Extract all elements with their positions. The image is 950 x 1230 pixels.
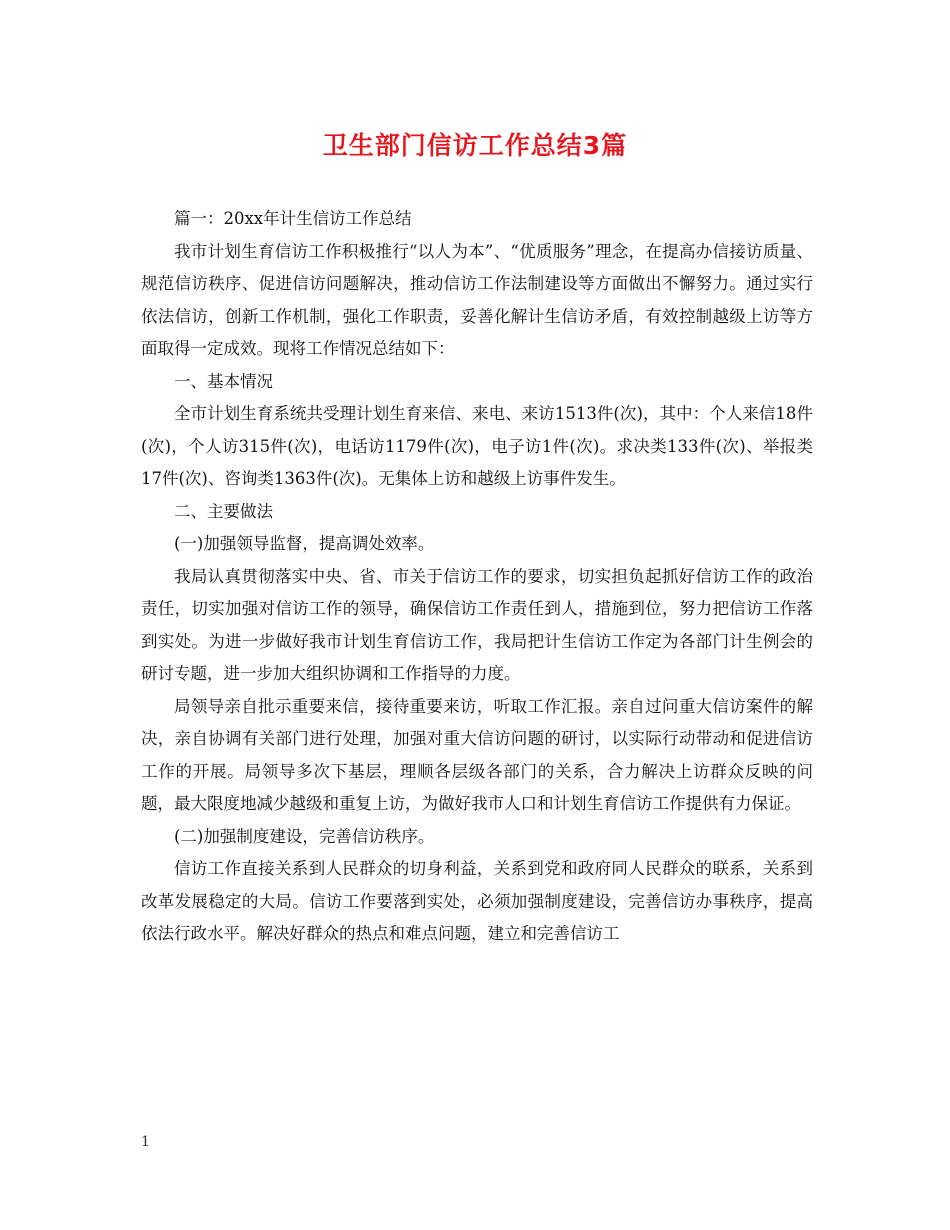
section-heading-basic-situation: 一、基本情况 xyxy=(174,371,273,391)
intro-paragraph: 我市计划生育信访工作积极推行“以人为本”、“优质服务”理念，在提高办信接访质量、规范信访秩序、促进信访问题解决，推动信访工作法制建设等方面做出不懈努力。通过实行依法信访，创新工作机制，强化工作职责，妥善化解计生信访矛盾，有效控制越级上访等方面取得一定成效。现将工作情况总结如下： xyxy=(141,241,813,358)
subheading-system-building: (二)加强制度建设，完善信访秩序。 xyxy=(174,826,435,846)
leaders-involvement-paragraph: 局领导亲自批示重要来信，接待重要来访，听取工作汇报。亲自过问重大信访案件的解决，亲自协调有关部门进行处理，加强对重大信访问题的研讨，以实际行动带动和促进信访工作的开展。局领导多次下基层，理顺各层级各部门的关系，合力解决上访群众反映的问题，最大限度地减少越级和重复上访，为做好我市人口和计划生育信访工作提供有力保证。 xyxy=(141,696,813,813)
statistics-paragraph: 全市计划生育系统共受理计划生育来信、来电、来访1513件(次)，其中：个人来信18件(次)，个人访315件(次)，电话访1179件(次)，电子访1件(次)。求决类133件(次)、举报类17件(次)、咨询类1363件(次)。无集体上访和越级上访事件发生。 xyxy=(141,404,813,488)
subheading-leadership: (一)加强领导监督，提高调处效率。 xyxy=(174,534,435,553)
document-title: 卫生部门信访工作总结3篇 xyxy=(322,131,628,160)
section-heading-part-one: 篇一：20xx年计生信访工作总结 xyxy=(174,209,412,228)
page-number: 1 xyxy=(141,1134,150,1150)
document-body xyxy=(141,203,813,951)
system-building-paragraph: 信访工作直接关系到人民群众的切身利益，关系到党和政府同人民群众的联系，关系到改革发展稳定的大局。信访工作要落到实处，必须加强制度建设，完善信访办事秩序，提高依法行政水平。解决好群众的热点和难点问题，建立和完善信访工 xyxy=(141,859,813,943)
leadership-paragraph: 我局认真贯彻落实中央、省、市关于信访工作的要求，切实担负起抓好信访工作的政治责任，切实加强对信访工作的领导，确保信访工作责任到人，措施到位，努力把信访工作落到实处。为进一步做好我市计划生育信访工作，我局把计生信访工作定为各部门计生例会的研讨专题，进一步加大组织协调和工作指导的力度。 xyxy=(141,566,813,683)
section-heading-main-practices: 二、主要做法 xyxy=(174,501,273,521)
